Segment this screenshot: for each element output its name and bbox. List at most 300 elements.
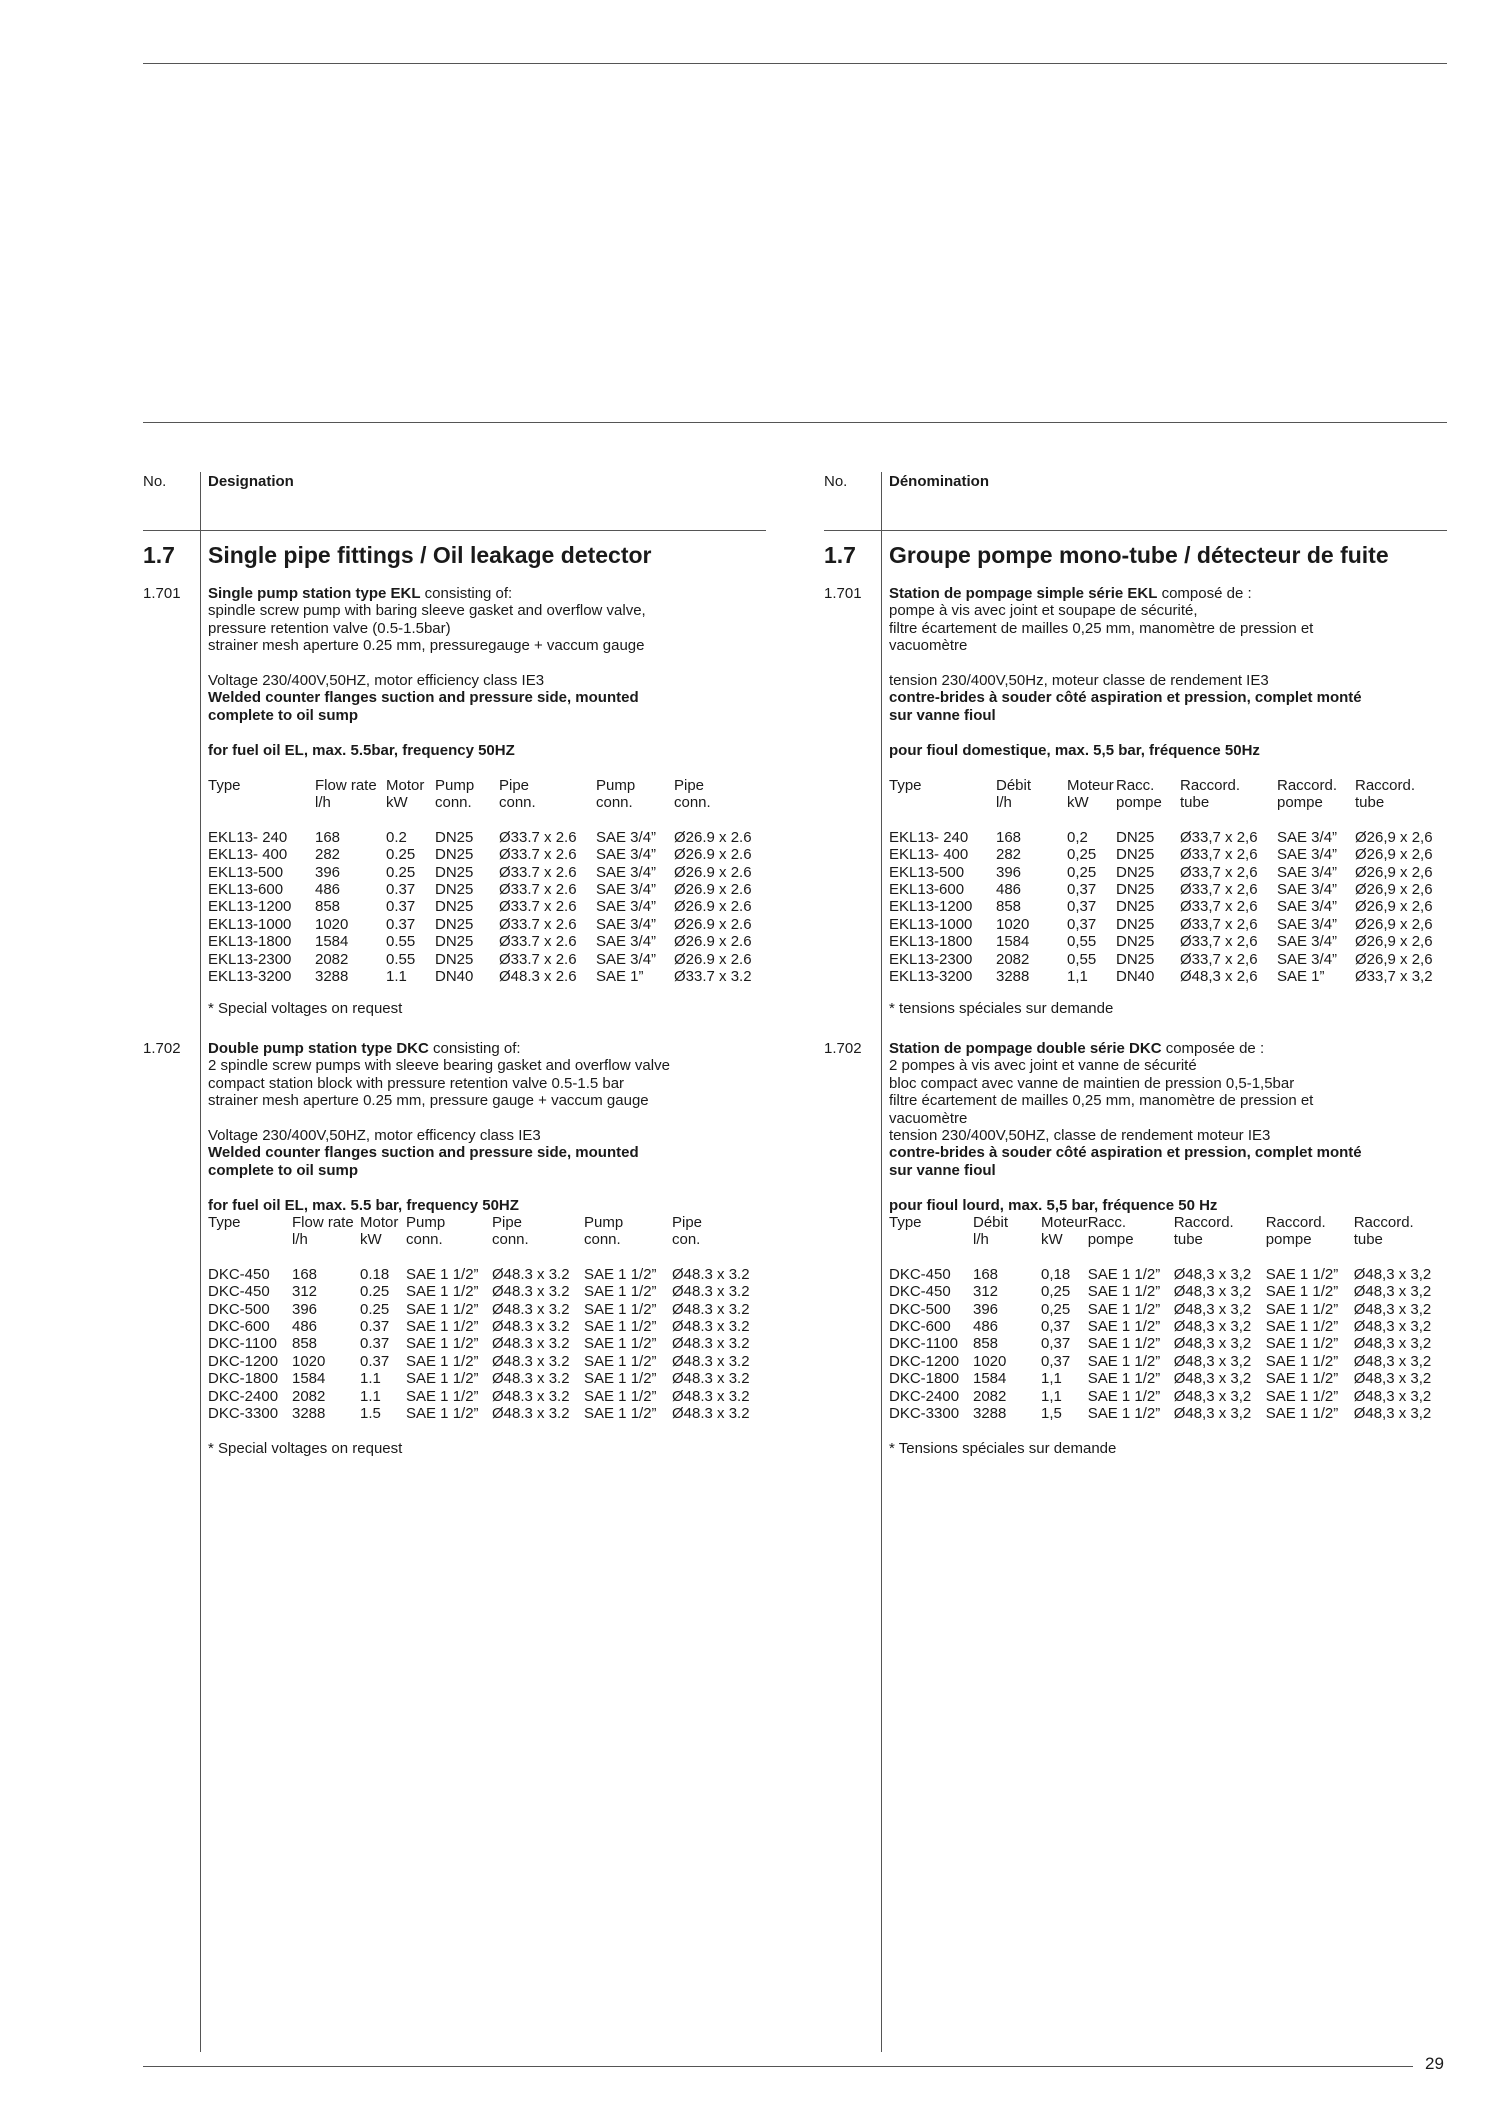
table-cell: Ø26,9 x 2,6	[1355, 828, 1433, 846]
table-cell: SAE 3/4”	[596, 950, 657, 968]
table-cell: 3288	[315, 968, 349, 986]
voltage-line: tension 230/400V,50Hz, moteur classe de rendement IE3	[889, 672, 1269, 689]
table-cell: Ø48,3 x 3,2	[1173, 1387, 1252, 1405]
column-unit: tube	[1355, 794, 1385, 812]
description-line: filtre écartement de mailles 0,25 mm, manomètre de pression et	[889, 1092, 1314, 1110]
table-cell: DKC-1100	[208, 1335, 277, 1353]
column-unit: l/h	[973, 1231, 989, 1249]
table-cell: DKC-500	[889, 1300, 951, 1318]
table-body	[889, 829, 1445, 986]
item-description	[208, 585, 646, 655]
column-header: Pump	[406, 1214, 446, 1231]
table-cell: SAE 1 1/2”	[1087, 1370, 1161, 1388]
table-cell: 0,37	[1067, 898, 1097, 916]
voltage-block	[208, 672, 639, 724]
ekl-spec-table	[889, 777, 1445, 985]
table-row	[208, 898, 764, 915]
table-cell: 168	[996, 828, 1022, 846]
table-cell: SAE 1 1/2”	[584, 1335, 657, 1353]
table-cell: Ø26.9 x 2.6	[674, 933, 752, 951]
column-unit	[889, 794, 996, 811]
table-cell: 3288	[292, 1405, 326, 1423]
table-cell: Ø48.3 x 3.2	[672, 1283, 750, 1301]
voltage-line: Voltage 230/400V,50HZ, motor efficency class IE3	[208, 1127, 541, 1144]
table-cell: SAE 1 1/2”	[1265, 1352, 1339, 1370]
table-row	[208, 1266, 762, 1283]
table-row	[208, 864, 764, 881]
table-cell: Ø33.7 x 2.6	[499, 950, 577, 968]
table-cell: Ø48.3 x 3.2	[492, 1335, 570, 1353]
table-cell: 0.37	[360, 1318, 390, 1336]
table-cell: SAE 1 1/2”	[1087, 1283, 1161, 1301]
bold-line: sur vanne fioul	[889, 706, 996, 724]
description-line: bloc compact avec vanne de maintien de pression 0,5-1,5bar	[889, 1074, 1295, 1092]
description-line: vacuomètre	[889, 1109, 968, 1127]
column-unit: pompe	[1277, 794, 1323, 812]
table-cell: Ø48,3 x 3,2	[1173, 1265, 1252, 1283]
table-cell: 0.37	[360, 1352, 390, 1370]
table-cell: 0.37	[386, 881, 416, 899]
voltage-line: Voltage 230/400V,50HZ, motor efficiency class IE3	[208, 672, 545, 689]
column-unit: kW	[360, 1231, 382, 1249]
table-cell: DN25	[435, 898, 474, 916]
table-cell: Ø33,7 x 2,6	[1180, 863, 1258, 881]
table-cell: SAE 1 1/2”	[1265, 1405, 1339, 1423]
table-cell: EKL13- 240	[208, 828, 288, 846]
table-cell: EKL13-3200	[889, 968, 973, 986]
table-cell: 0,55	[1067, 933, 1097, 951]
table-cell: 1.1	[386, 968, 407, 986]
table-cell: SAE 1 1/2”	[406, 1300, 479, 1318]
table-cell: 1,1	[1041, 1387, 1062, 1405]
column-header: Raccord.	[1173, 1214, 1234, 1231]
column-header: Motor	[360, 1214, 399, 1231]
table-cell: 0.37	[386, 915, 416, 933]
table-cell: DKC-600	[889, 1318, 951, 1336]
table-cell: SAE 1 1/2”	[1265, 1265, 1339, 1283]
table-cell: 0,18	[1041, 1265, 1071, 1283]
table-cell: Ø48.3 x 3.2	[492, 1387, 570, 1405]
table-row	[208, 933, 764, 950]
table-cell: EKL13-2300	[208, 950, 292, 968]
table-cell: 282	[315, 846, 341, 864]
table-cell: Ø33,7 x 2,6	[1180, 828, 1258, 846]
table-cell: Ø48,3 x 3,2	[1353, 1265, 1432, 1283]
designation-header: Dénomination	[889, 473, 989, 490]
table-cell: 396	[973, 1300, 999, 1318]
table-cell: Ø26.9 x 2.6	[674, 950, 752, 968]
column-header: Débit	[973, 1214, 1009, 1231]
footnote: * Special voltages on request	[208, 1000, 403, 1017]
column-unit: conn.	[596, 794, 633, 812]
ekl-spec-table	[208, 777, 764, 985]
table-cell: 3288	[973, 1405, 1007, 1423]
table-cell: DKC-2400	[208, 1387, 279, 1405]
table-cell: Ø48.3 x 3.2	[492, 1265, 570, 1283]
voltage-block	[208, 1127, 639, 1179]
table-cell: 0.25	[360, 1300, 390, 1318]
table-row	[208, 1318, 762, 1335]
table-cell: DN25	[1116, 898, 1155, 916]
table-cell: 0,25	[1067, 846, 1097, 864]
table-header-row	[889, 1214, 1444, 1231]
table-cell: DN25	[1116, 828, 1155, 846]
table-cell: DN25	[1116, 846, 1155, 864]
bold-line: Welded counter flanges suction and pressure side, mounted	[208, 689, 639, 707]
footnote: * Tensions spéciales sur demande	[889, 1440, 1117, 1457]
table-cell: 0.37	[386, 898, 416, 916]
table-cell: Ø48.3 x 3.2	[672, 1300, 750, 1318]
table-top-rule	[143, 422, 1447, 423]
table-row	[889, 1266, 1444, 1283]
table-cell: DN25	[435, 950, 474, 968]
table-cell: DN25	[435, 846, 474, 864]
table-row	[208, 968, 764, 985]
table-cell: Ø48.3 x 3.2	[492, 1370, 570, 1388]
table-cell: DKC-1800	[889, 1370, 960, 1388]
table-cell: Ø26,9 x 2,6	[1355, 881, 1433, 899]
table-body	[208, 1266, 762, 1423]
voltage-block	[889, 672, 1362, 724]
table-cell: DKC-1200	[889, 1352, 960, 1370]
table-cell: SAE 1 1/2”	[1265, 1387, 1339, 1405]
table-cell: Ø33,7 x 2,6	[1180, 933, 1258, 951]
table-row	[208, 1335, 762, 1352]
table-row	[208, 951, 764, 968]
table-cell: 1.1	[360, 1387, 381, 1405]
fuel-line: pour fioul domestique, max. 5,5 bar, fréquence 50Hz	[889, 742, 1260, 759]
table-cell: EKL13- 400	[889, 846, 969, 864]
table-cell: Ø33,7 x 2,6	[1180, 915, 1258, 933]
table-cell: Ø33,7 x 3,2	[1355, 968, 1433, 986]
table-cell: Ø48.3 x 3.2	[672, 1265, 750, 1283]
table-cell: Ø26,9 x 2,6	[1355, 898, 1433, 916]
table-cell: Ø48.3 x 3.2	[672, 1405, 750, 1423]
table-cell: 0.55	[386, 950, 416, 968]
column-divider-fr	[881, 472, 882, 2052]
header-rule-fr	[824, 530, 1447, 531]
table-cell: SAE 1 1/2”	[406, 1265, 479, 1283]
column-header: Type	[889, 1214, 922, 1231]
table-row	[889, 1353, 1444, 1370]
table-cell: Ø48,3 x 3,2	[1173, 1335, 1252, 1353]
column-header: Pipe	[499, 777, 530, 794]
table-header-row	[889, 794, 1445, 811]
table-cell: SAE 1 1/2”	[584, 1300, 657, 1318]
table-cell: Ø48.3 x 3.2	[492, 1352, 570, 1370]
table-row	[889, 1370, 1444, 1387]
table-cell: 486	[996, 881, 1022, 899]
table-cell: SAE 1 1/2”	[1087, 1335, 1161, 1353]
table-cell: SAE 1 1/2”	[1265, 1335, 1339, 1353]
description-line: 2 spindle screw pumps with sleeve bearing gasket and overflow valve	[208, 1057, 670, 1075]
table-header-row	[889, 1231, 1444, 1248]
description-line: 2 pompes à vis avec joint et vanne de sécurité	[889, 1057, 1197, 1075]
table-cell: SAE 1 1/2”	[1087, 1405, 1161, 1423]
item-number: 1.701	[824, 585, 862, 602]
table-cell: Ø48,3 x 3,2	[1353, 1300, 1432, 1318]
table-body	[889, 1266, 1444, 1423]
description-line: vacuomètre	[889, 637, 968, 655]
table-row	[889, 846, 1445, 863]
table-row	[208, 916, 764, 933]
table-cell: Ø48,3 x 3,2	[1353, 1370, 1432, 1388]
table-cell: Ø48,3 x 3,2	[1173, 1283, 1252, 1301]
table-cell: 396	[996, 863, 1022, 881]
column-header: Pipe	[672, 1214, 703, 1231]
column-unit: pompe	[1116, 794, 1162, 812]
fuel-line: pour fioul lourd, max. 5,5 bar, fréquence 50 Hz	[889, 1197, 1218, 1214]
table-cell: 486	[315, 881, 341, 899]
table-cell: Ø33.7 x 3.2	[674, 968, 752, 986]
table-cell: SAE 1 1/2”	[1265, 1370, 1339, 1388]
table-cell: DKC-1100	[889, 1335, 958, 1353]
table-row	[889, 1335, 1444, 1352]
table-cell: EKL13-1000	[208, 915, 292, 933]
column-unit: conn.	[674, 794, 711, 812]
table-row	[889, 951, 1445, 968]
table-cell: DN25	[1116, 881, 1155, 899]
table-cell: EKL13-1200	[889, 898, 973, 916]
section-number: 1.7	[824, 542, 856, 568]
column-header: Débit	[996, 777, 1032, 794]
column-header: Type	[208, 777, 241, 794]
table-cell: Ø26,9 x 2,6	[1355, 950, 1433, 968]
table-cell: Ø26,9 x 2,6	[1355, 863, 1433, 881]
table-cell: 2082	[292, 1387, 326, 1405]
table-cell: SAE 1 1/2”	[406, 1405, 479, 1423]
table-row	[889, 1388, 1444, 1405]
table-cell: SAE 1 1/2”	[1265, 1318, 1339, 1336]
table-row	[208, 1283, 762, 1300]
table-cell: SAE 1”	[596, 968, 644, 986]
table-cell: 1.1	[360, 1370, 381, 1388]
table-cell: 1020	[315, 915, 349, 933]
table-cell: SAE 1 1/2”	[584, 1352, 657, 1370]
table-cell: 0,37	[1041, 1352, 1071, 1370]
table-cell: DKC-3300	[208, 1405, 279, 1423]
table-cell: Ø48.3 x 3.2	[672, 1387, 750, 1405]
table-header-row	[208, 1214, 762, 1231]
item-description	[889, 585, 1313, 655]
table-cell: DKC-1800	[208, 1370, 279, 1388]
column-header: Racc.	[1116, 777, 1155, 794]
column-unit: tube	[1180, 794, 1210, 812]
table-cell: DN40	[1116, 968, 1155, 986]
table-cell: Ø48.3 x 3.2	[492, 1300, 570, 1318]
table-cell: DN25	[435, 881, 474, 899]
table-cell: SAE 3/4”	[1277, 950, 1338, 968]
column-header: Raccord.	[1180, 777, 1241, 794]
column-header: Moteur	[1041, 1214, 1088, 1231]
table-cell: EKL13-2300	[889, 950, 973, 968]
table-cell: Ø48,3 x 3,2	[1353, 1405, 1432, 1423]
table-cell: DKC-500	[208, 1300, 270, 1318]
bold-line: Welded counter flanges suction and pressure side, mounted	[208, 1144, 639, 1162]
column-header: Pump	[435, 777, 475, 794]
table-cell: SAE 3/4”	[596, 828, 657, 846]
table-cell: SAE 1 1/2”	[406, 1283, 479, 1301]
table-header-row	[208, 794, 764, 811]
table-cell: 0.25	[386, 863, 416, 881]
header-rule-en	[143, 530, 766, 531]
table-cell: DKC-3300	[889, 1405, 960, 1423]
description-line: spindle screw pump with baring sleeve gasket and overflow valve,	[208, 602, 646, 620]
table-cell: SAE 3/4”	[596, 915, 657, 933]
designation-header: Designation	[208, 473, 294, 490]
table-row	[889, 1405, 1444, 1422]
table-cell: Ø26.9 x 2.6	[674, 915, 752, 933]
no-header: No.	[143, 473, 167, 490]
table-cell: 2082	[996, 950, 1030, 968]
table-cell: 2082	[973, 1387, 1007, 1405]
table-cell: EKL13-1800	[208, 933, 292, 951]
table-cell: 282	[996, 846, 1022, 864]
column-header: Moteur	[1067, 777, 1114, 794]
column-header: Raccord.	[1265, 1214, 1326, 1231]
item-title: Single pump station type EKL consisting of:	[208, 585, 513, 602]
table-cell: DKC-450	[208, 1283, 270, 1301]
table-cell: 0.25	[360, 1283, 390, 1301]
table-cell: 0,25	[1067, 863, 1097, 881]
table-cell: Ø26.9 x 2.6	[674, 881, 752, 899]
table-cell: 486	[973, 1318, 999, 1336]
table-cell: 1584	[996, 933, 1030, 951]
table-row	[208, 1301, 762, 1318]
bold-line: complete to oil sump	[208, 706, 359, 724]
table-cell: Ø48.3 x 3.2	[672, 1335, 750, 1353]
table-cell: Ø33.7 x 2.6	[499, 933, 577, 951]
table-row	[889, 898, 1445, 915]
table-cell: SAE 3/4”	[1277, 881, 1338, 899]
table-cell: 3288	[996, 968, 1030, 986]
table-cell: Ø48,3 x 3,2	[1353, 1318, 1432, 1336]
table-cell: SAE 1 1/2”	[1087, 1265, 1161, 1283]
table-cell: EKL13-1000	[889, 915, 973, 933]
table-cell: Ø26.9 x 2.6	[674, 828, 752, 846]
column-unit: kW	[1041, 1231, 1063, 1249]
table-cell: Ø33,7 x 2,6	[1180, 881, 1258, 899]
column-header: Raccord.	[1353, 1214, 1414, 1231]
table-cell: EKL13-500	[208, 863, 284, 881]
table-cell: SAE 1 1/2”	[406, 1370, 479, 1388]
table-cell: SAE 3/4”	[596, 933, 657, 951]
bottom-rule	[143, 2066, 1413, 2067]
table-cell: SAE 1 1/2”	[584, 1318, 657, 1336]
column-unit: tube	[1173, 1231, 1203, 1249]
table-cell: 168	[292, 1265, 318, 1283]
item-description	[889, 1040, 1362, 1179]
dkc-spec-table	[889, 1214, 1444, 1422]
table-cell: Ø33.7 x 2.6	[499, 898, 577, 916]
table-cell: SAE 1 1/2”	[406, 1335, 479, 1353]
table-cell: 1,1	[1067, 968, 1088, 986]
table-header-row	[889, 777, 1445, 794]
table-cell: 0,25	[1041, 1300, 1071, 1318]
table-cell: Ø48,3 x 3,2	[1173, 1318, 1252, 1336]
table-cell: 0,55	[1067, 950, 1097, 968]
table-cell: Ø48.3 x 2.6	[499, 968, 577, 986]
table-cell: Ø33.7 x 2.6	[499, 881, 577, 899]
table-cell: 168	[315, 828, 341, 846]
table-cell: 1584	[292, 1370, 326, 1388]
column-unit: kW	[1067, 794, 1089, 812]
table-body	[208, 829, 764, 986]
table-row	[889, 968, 1445, 985]
item-number: 1.702	[824, 1040, 862, 1057]
table-cell: 0,37	[1067, 915, 1097, 933]
table-cell: EKL13- 240	[889, 828, 969, 846]
table-cell: SAE 3/4”	[596, 898, 657, 916]
table-cell: Ø26.9 x 2.6	[674, 898, 752, 916]
table-row	[208, 1405, 762, 1422]
table-cell: Ø48.3 x 3.2	[492, 1283, 570, 1301]
table-cell: 0,37	[1041, 1335, 1071, 1353]
description-line: strainer mesh aperture 0.25 mm, pressure gauge + vaccum gauge	[208, 1092, 649, 1110]
table-cell: Ø33.7 x 2.6	[499, 863, 577, 881]
table-cell: 0.25	[386, 846, 416, 864]
table-cell: Ø33,7 x 2,6	[1180, 846, 1258, 864]
column-divider-en	[200, 472, 201, 2052]
item-title: Double pump station type DKC consisting of:	[208, 1040, 521, 1057]
table-cell: SAE 1 1/2”	[584, 1370, 657, 1388]
table-cell: SAE 1 1/2”	[584, 1265, 657, 1283]
bold-line: complete to oil sump	[208, 1161, 359, 1179]
column-header: Type	[889, 777, 922, 794]
table-cell: DN25	[435, 933, 474, 951]
item-description	[208, 1040, 670, 1110]
table-header-row	[208, 1231, 762, 1248]
table-row	[208, 846, 764, 863]
table-cell: 858	[315, 898, 341, 916]
table-cell: 396	[292, 1300, 318, 1318]
page-number: 29	[1425, 2054, 1444, 2073]
table-row	[889, 1301, 1444, 1318]
table-cell: Ø48,3 x 3,2	[1353, 1283, 1432, 1301]
description-line: tension 230/400V,50HZ, classe de rendement moteur IE3	[889, 1127, 1271, 1145]
table-cell: 396	[315, 863, 341, 881]
description-line: pressure retention valve (0.5-1.5bar)	[208, 619, 451, 637]
table-row	[889, 829, 1445, 846]
section-number: 1.7	[143, 542, 175, 568]
table-cell: SAE 1 1/2”	[1087, 1387, 1161, 1405]
column-header: Flow rate	[292, 1214, 354, 1231]
table-row	[889, 916, 1445, 933]
table-cell: DN25	[435, 863, 474, 881]
table-cell: DKC-2400	[889, 1387, 960, 1405]
table-cell: 1020	[292, 1352, 326, 1370]
table-cell: SAE 1”	[1277, 968, 1325, 986]
table-cell: SAE 1 1/2”	[1087, 1352, 1161, 1370]
table-cell: Ø48.3 x 3.2	[672, 1352, 750, 1370]
column-unit	[208, 794, 315, 811]
table-cell: Ø48,3 x 3,2	[1353, 1335, 1432, 1353]
table-cell: 858	[973, 1335, 999, 1353]
dkc-spec-table	[208, 1214, 762, 1422]
table-cell: DKC-450	[889, 1265, 951, 1283]
column-unit: con.	[672, 1231, 701, 1249]
column-unit: conn.	[435, 794, 472, 812]
table-cell: SAE 3/4”	[1277, 846, 1338, 864]
table-cell: EKL13-600	[889, 881, 965, 899]
table-cell: SAE 1 1/2”	[406, 1318, 479, 1336]
table-row	[208, 881, 764, 898]
column-unit: conn.	[584, 1231, 621, 1249]
table-cell: Ø33.7 x 2.6	[499, 846, 577, 864]
table-cell: Ø26,9 x 2,6	[1355, 915, 1433, 933]
column-unit: conn.	[406, 1231, 443, 1249]
column-header: Racc.	[1087, 1214, 1127, 1231]
